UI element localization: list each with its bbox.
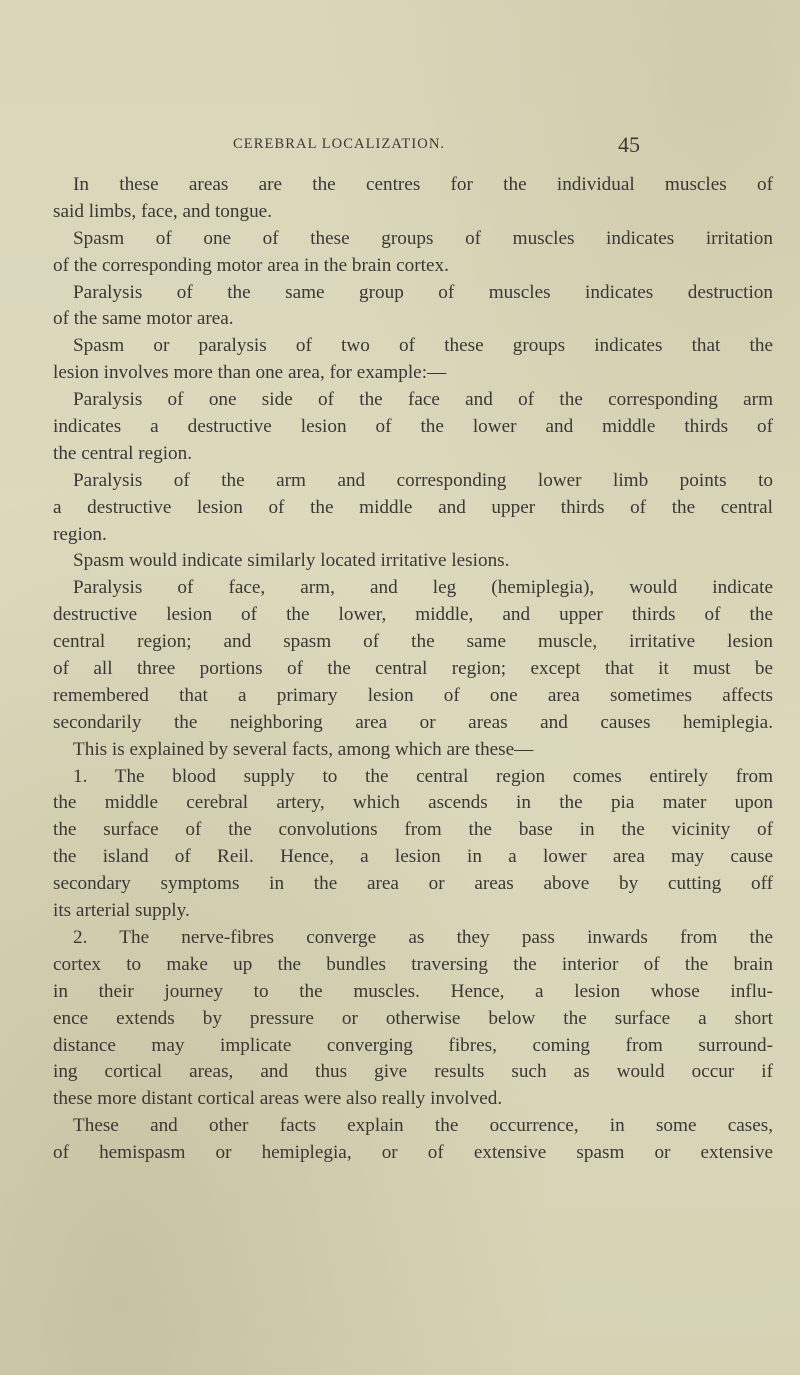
text-line: secondarily the neighboring area or areas and causes hemiplegia. bbox=[53, 711, 773, 733]
text-line: of hemispasm or hemiplegia, or of extensive spasm or extensive bbox=[53, 1142, 773, 1164]
text-line: This is explained by several facts, among which are these— bbox=[73, 738, 534, 760]
text-line: central region; and spasm of the same muscle, irritative lesion bbox=[53, 631, 773, 653]
text-line: remembered that a primary lesion of one area sometimes affects bbox=[53, 684, 773, 706]
text-line: indicates a destructive lesion of the lower and middle thirds of bbox=[53, 416, 773, 438]
text-line: of the same motor area. bbox=[53, 308, 234, 330]
text-line: Spasm or paralysis of two of these groups indicates that the bbox=[73, 335, 773, 357]
text-line: distance may implicate converging fibres, coming from surround- bbox=[53, 1034, 773, 1056]
text-line: of the corresponding motor area in the brain cortex. bbox=[53, 254, 449, 276]
text-line: region. bbox=[53, 523, 107, 545]
text-line: the middle cerebral artery, which ascends in the pia mater upon bbox=[53, 792, 773, 814]
text-line: secondary symptoms in the area or areas above by cutting off bbox=[53, 873, 773, 895]
page-header bbox=[233, 132, 640, 164]
text-line: 1. The blood supply to the central region comes entirely from bbox=[73, 765, 773, 787]
text-line: Paralysis of one side of the face and of the corresponding arm bbox=[73, 389, 773, 411]
text-line: these more distant cortical areas were also really involved. bbox=[53, 1088, 503, 1110]
text-line: a destructive lesion of the middle and upper thirds of the central bbox=[53, 496, 773, 518]
text-line: Paralysis of the arm and corresponding lower limb points to bbox=[73, 469, 773, 491]
text-line: in their journey to the muscles. Hence, a lesion whose influ- bbox=[53, 980, 773, 1002]
text-line: Spasm would indicate similarly located irritative lesions. bbox=[73, 550, 510, 572]
text-line: ence extends by pressure or otherwise below the surface a short bbox=[53, 1007, 773, 1029]
text-line: said limbs, face, and tongue. bbox=[53, 200, 272, 222]
text-line: These and other facts explain the occurrence, in some cases, bbox=[73, 1115, 773, 1137]
text-line: 2. The nerve-fibres converge as they pass inwards from the bbox=[73, 926, 773, 948]
page-number: 45 bbox=[618, 132, 640, 157]
text-line: ing cortical areas, and thus give results such as would occur if bbox=[53, 1061, 773, 1083]
text-line: its arterial supply. bbox=[53, 900, 190, 922]
text-line: lesion involves more than one area, for example:— bbox=[53, 362, 447, 384]
text-line: the surface of the convolutions from the base in the vicinity of bbox=[53, 819, 773, 841]
text-line: destructive lesion of the lower, middle, and upper thirds of the bbox=[53, 604, 773, 626]
text-line: Paralysis of the same group of muscles indicates destruction bbox=[73, 281, 773, 303]
text-line: In these areas are the centres for the individual muscles of bbox=[73, 174, 773, 195]
body-text bbox=[53, 172, 773, 1167]
text-line: the central region. bbox=[53, 442, 193, 464]
text-line: Paralysis of face, arm, and leg (hemiplegia), would indicate bbox=[73, 577, 773, 599]
text-line: the island of Reil. Hence, a lesion in a lower area may cause bbox=[53, 846, 773, 868]
text-line: cortex to make up the bundles traversing the interior of the brain bbox=[53, 953, 773, 975]
text-line: of all three portions of the central region; except that it must be bbox=[53, 658, 773, 680]
text-line: Spasm of one of these groups of muscles indicates irritation bbox=[73, 227, 773, 249]
running-head: CEREBRAL LOCALIZATION. bbox=[233, 136, 446, 152]
